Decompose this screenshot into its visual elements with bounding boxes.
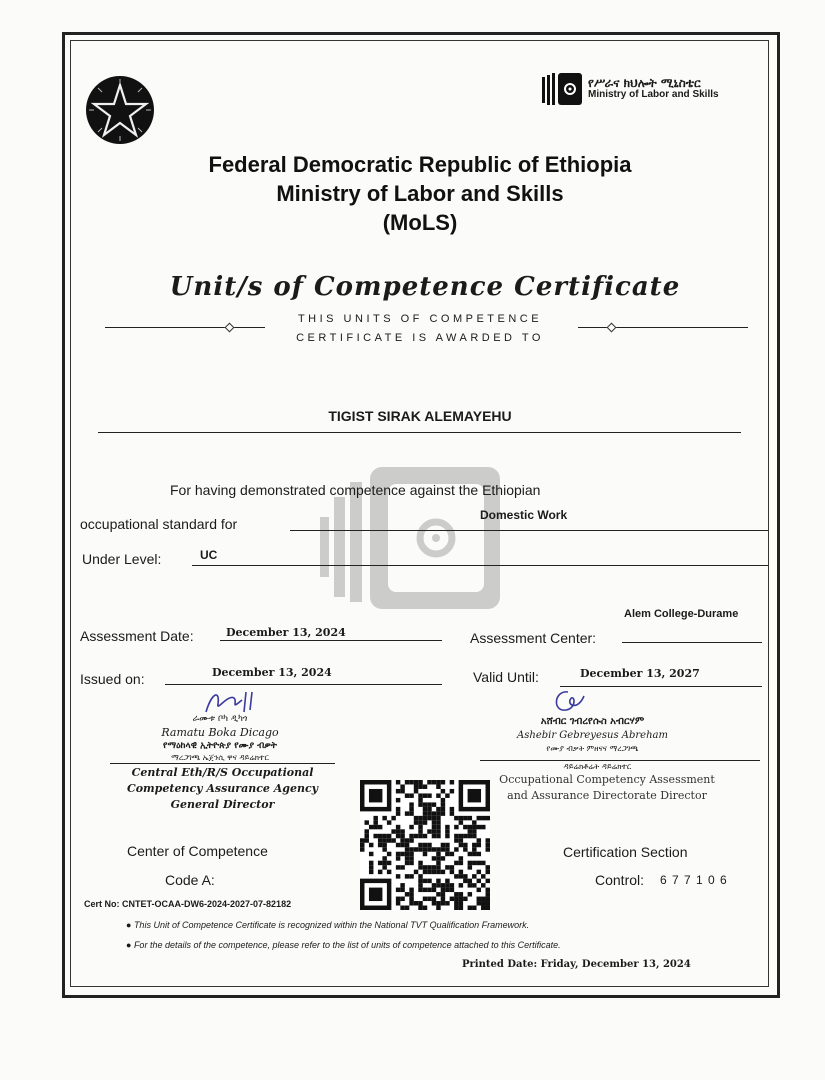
left-signer-title-en1: Central Eth/R/S Occupational <box>131 766 314 779</box>
right-signature-icon <box>548 686 588 716</box>
right-signature-rule <box>480 760 760 761</box>
printed-date-value: Friday, December 13, 2024 <box>540 959 691 970</box>
assessment-date-value: December 13, 2024 <box>226 626 346 639</box>
certification-section-label: Certification Section <box>563 844 688 860</box>
left-signature-rule <box>110 763 335 764</box>
issued-rule <box>165 684 442 685</box>
ministry-logo-icon <box>540 71 584 107</box>
ministry-abbr: (MoLS) <box>382 210 458 235</box>
cert-no-value: CNTET-OCAA-DW6-2024-2027-07-82182 <box>122 899 292 909</box>
bullet-icon: ● <box>126 920 134 930</box>
valid-label: Valid Until: <box>473 669 539 685</box>
demonstrated-text: For having demonstrated competence against the Ethiopian <box>170 482 541 498</box>
standard-value: Domestic Work <box>480 508 568 522</box>
recipient-rule <box>98 432 741 433</box>
assessment-center-rule <box>622 642 762 643</box>
standard-label: occupational standard for <box>80 516 238 532</box>
level-value: UC <box>200 548 218 562</box>
country-title: Federal Democratic Republic of Ethiopia <box>208 152 632 177</box>
control-label: Control: <box>595 872 645 888</box>
valid-rule <box>560 686 762 687</box>
assessment-center-label: Assessment Center: <box>470 630 597 646</box>
valid-value: December 13, 2027 <box>580 667 700 680</box>
qr-code-icon[interactable] <box>360 780 490 910</box>
right-signer-title-en1: Occupational Competency Assessment <box>499 773 715 786</box>
printed-date-label: Printed Date: <box>462 959 538 970</box>
left-signer-title-en3: General Director <box>170 798 275 811</box>
assessment-date-label: Assessment Date: <box>80 628 194 644</box>
note-1 <box>126 920 529 930</box>
award-rule-right <box>578 327 748 328</box>
left-signer-title-am1: የማዕከላዊ ኢትዮጵያ የሙያ ብቃት <box>163 741 277 751</box>
ministry-title: Ministry of Labor and Skills <box>276 181 564 206</box>
note-1-text: This Unit of Competence Certificate is recognized within the National TVT Qualification Framework. <box>133 920 530 930</box>
cert-no <box>84 899 291 909</box>
level-label: Under Level: <box>82 551 162 567</box>
left-signer-name-am: ራሙቱ ቦካ ዲካጎ <box>192 714 248 724</box>
left-signature-icon <box>200 688 270 716</box>
left-signer-name-en: Ramatu Boka Dicago <box>161 726 279 739</box>
left-signer-title-am2: ማረጋገጫ ኤጀንሲ ዋና ዳይሬክተር <box>171 753 269 762</box>
note-2 <box>126 940 561 950</box>
awarded-line-2: CERTIFICATE IS AWARDED TO <box>296 332 544 344</box>
standard-rule <box>290 530 768 531</box>
ethiopia-emblem-icon <box>85 75 155 145</box>
issued-label: Issued on: <box>80 671 145 687</box>
logo-amharic-text: የሥራና ክህሎት ሚኒስቴር <box>588 76 701 91</box>
note-2-text: For the details of the competence, please refer to the list of units of competence attached to this Certificate. <box>133 940 561 950</box>
issued-value: December 13, 2024 <box>212 666 332 679</box>
awarded-line-1: THIS UNITS OF COMPETENCE <box>297 313 543 325</box>
level-rule <box>192 565 768 566</box>
cert-no-label: Cert No: <box>84 899 120 909</box>
award-rule-left <box>105 327 265 328</box>
right-signer-title-am2: ዳይሬክቶሬት ዳይሬክተር <box>563 762 632 771</box>
logo-english-text: Ministry of Labor and Skills <box>588 89 719 101</box>
recipient-name: TIGIST SIRAK ALEMAYEHU <box>328 408 512 424</box>
certificate-title: Unit/s of Competence Certificate <box>169 272 681 302</box>
left-signer-title-en2: Competency Assurance Agency <box>126 782 319 795</box>
right-signer-title-am1: የሙያ ብቃት ምዘናና ማረጋገጫ <box>546 744 639 753</box>
right-signer-name-en: Ashebir Gebreyesus Abreham <box>517 730 668 741</box>
right-signer-name-am: አሸብር ገብረየሱስ አብርሃም <box>540 716 645 727</box>
assessment-date-rule <box>220 640 442 641</box>
ministry-logo <box>540 68 750 110</box>
code-a-label: Code A: <box>165 872 215 888</box>
center-of-competence-label: Center of Competence <box>127 843 268 859</box>
control-value: 6 7 7 1 0 6 <box>660 873 728 887</box>
assessment-center-value: Alem College-Durame <box>624 608 739 620</box>
printed-date <box>462 959 691 970</box>
bullet-icon: ● <box>126 940 134 950</box>
right-signer-title-en2: and Assurance Directorate Director <box>507 789 707 802</box>
